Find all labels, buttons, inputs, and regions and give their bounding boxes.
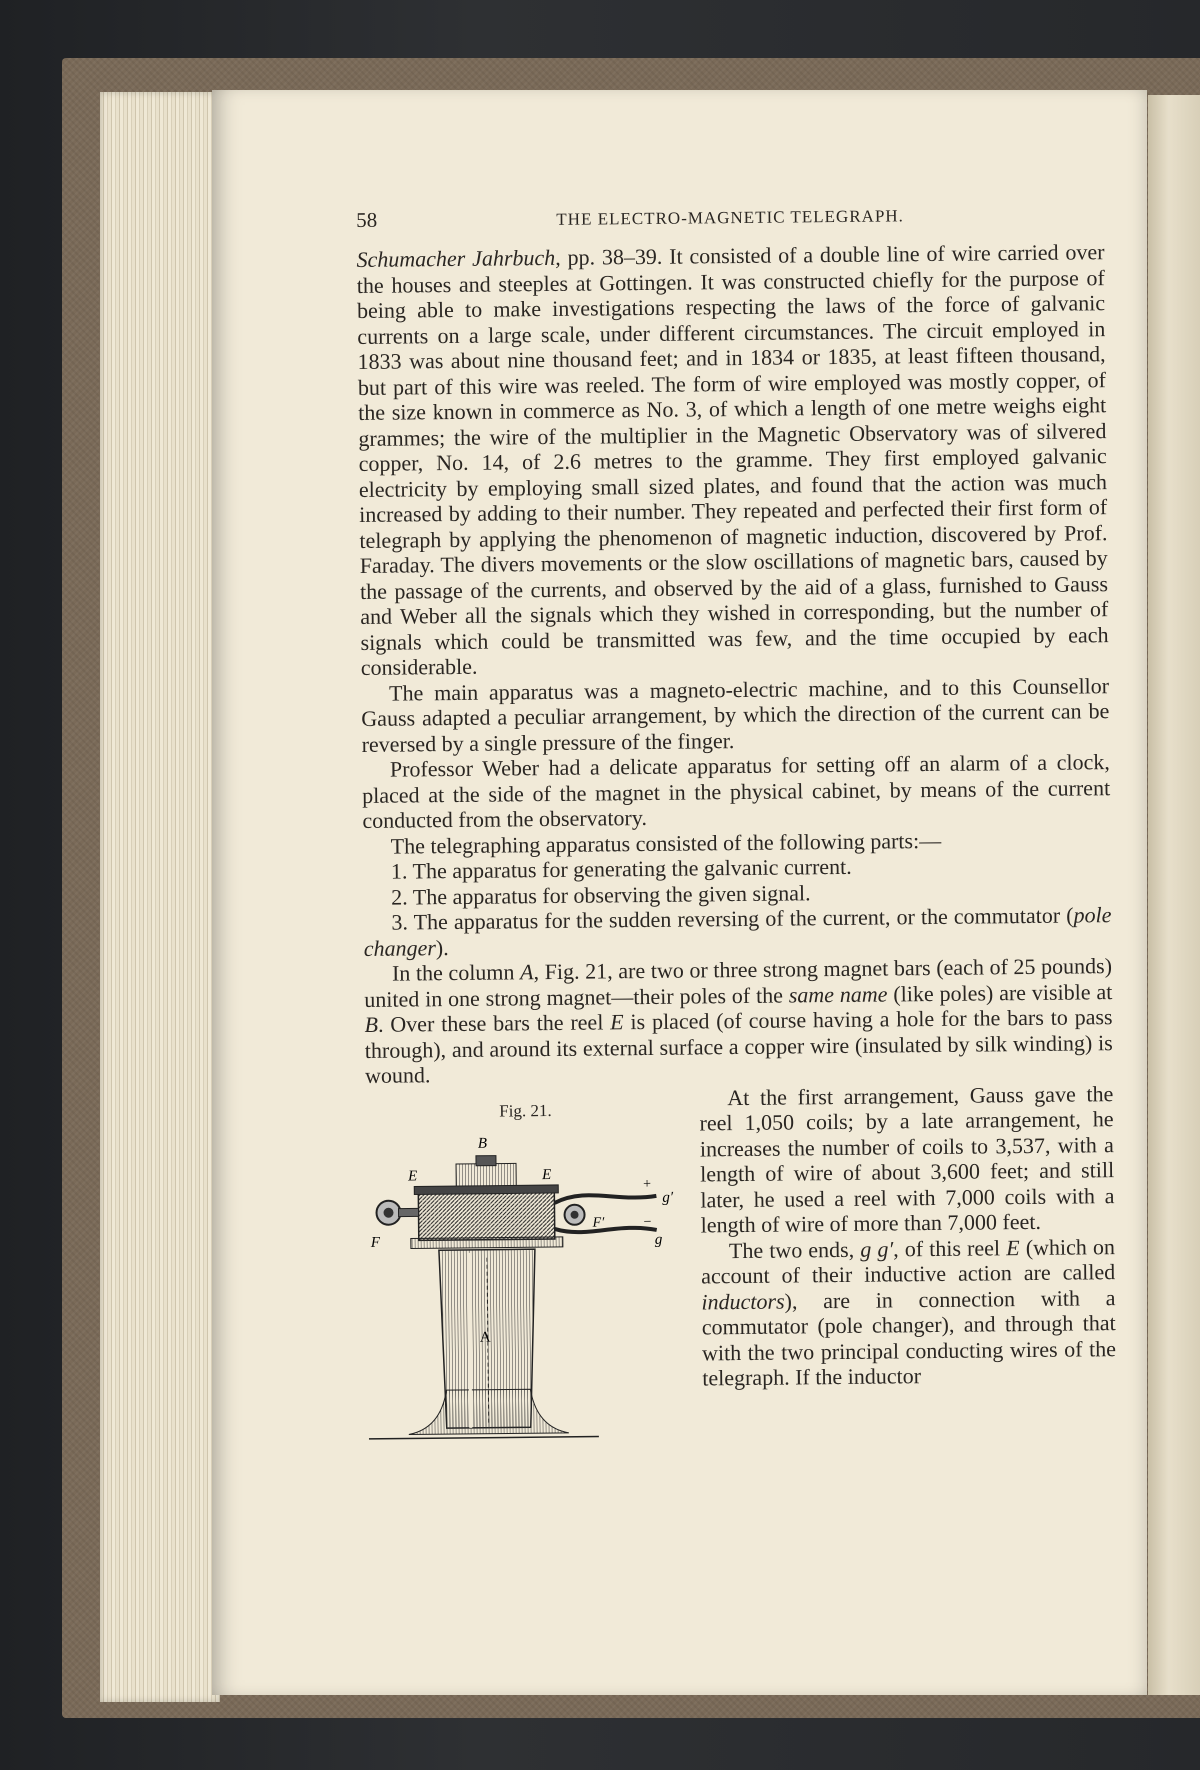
p5-A: A [519, 959, 534, 985]
label-b: B [477, 1135, 488, 1152]
label-plus: + [642, 1176, 652, 1192]
p5-c: (like poles) are visible at [887, 978, 1113, 1006]
p5-same-name: same name [788, 980, 888, 1008]
list-item-3-end: ). [435, 934, 449, 960]
figure-caption: Fig. 21. [499, 1100, 552, 1121]
paragraph-1-text: pp. 38–39. It consisted of a double line of wire carried over the houses and steeples at Gottingen. It was constructed chiefly for the purpose of being able to make investigations respecting the laws of the force of galvanic currents on a large scale, under different circumstances. The circuit employed in 1833 was about nine thousand feet; and in 1834 or 1835, at least fifteen thousand, but part of this wire was reeled. The form of wire employed was mostly copper, of the size known in commerce as No. 3, of which a length of one metre weighs eight grammes; the wire of the multiplier in the Magnetic Observatory was of silvered copper, No. 14, of 2.6 metres to the gramme. They first employed galvanic electricity by employing small sized plates, and found that the action was much increased by adding to their number. They repeated and perfected their first form of telegraph by applying the phenomenon of magnetic induction, discovered by Prof. Faraday. The divers movements or the slow oscillations of magnetic bars, caused by the passage of the currents, and observed by the aid of a glass, furnished to Gauss and Weber all the signals which they wished in corresponding, but the number of signals which could be transmitted was few, and the time occupied by each considerable. [356, 239, 1109, 680]
reel-flange-top [414, 1184, 558, 1194]
paragraph-2: The main apparatus was a magneto-electric machine, and to this Counsellor Gauss adapted a peculiar arrangement, by which the direction of the current can be reversed by a single pressure of the finger. [361, 672, 1110, 757]
wire-g-prime [554, 1194, 656, 1202]
p5-e: is placed (of course having a hole for the bars to pass through), and around its external surface a copper wire (insulated by silk winding) is wound. [364, 1004, 1113, 1088]
p7-E: E [1006, 1234, 1020, 1260]
list-item-3-text: 3. The apparatus for the sudden reversing of the current, or the commutator ( [391, 902, 1074, 935]
p5-E: E [610, 1009, 624, 1035]
pole-cap [476, 1155, 496, 1165]
magnet-apparatus-illustration [366, 1125, 689, 1458]
label-minus: − [642, 1214, 653, 1230]
page-number: 58 [356, 207, 378, 232]
p5-b: , Fig. 21, are two or three strong magnet bars (each of 25 pounds) united in one strong magnet—their poles of the [364, 953, 1113, 1012]
p7-c: (which on account of their inductive action are called [701, 1233, 1116, 1289]
citation-title: Schumacher Jahrbuch, [356, 244, 561, 272]
reel-flange-bottom [411, 1236, 563, 1248]
figure-baseline [369, 1436, 599, 1438]
p7-b: , of this reel [893, 1234, 1007, 1261]
label-a: A [479, 1329, 491, 1346]
list-item-3 [363, 902, 1111, 961]
paragraph-3: Professor Weber had a delicate apparatus for setting off an alarm of a clock, placed at the side of the magnet in the physical cabinet, by means of the current conducted from the observatory. [362, 749, 1111, 833]
label-f-left: F [370, 1234, 381, 1251]
label-e-left: E [408, 1167, 418, 1185]
paragraph-6: At the first arrangement, Gauss gave the reel 1,050 coils; by a late arrangement, he increases the number of coils to 3,537, with a length of wire of about 3,600 feet; and still later, he used a reel with 7,000 coils with a length of wire of more than 7,000 feet. [699, 1080, 1115, 1238]
label-e-right: E [542, 1166, 552, 1183]
reel-e [418, 1188, 555, 1239]
knob-f-left-arm [398, 1208, 418, 1216]
list-item-1: 1. The apparatus for generating the galvanic current. [390, 853, 852, 884]
wire-g [555, 1227, 657, 1232]
p5-a: In the column [391, 959, 521, 986]
figure-21 [365, 1091, 689, 1468]
page-edges [100, 92, 220, 1702]
page-content [356, 200, 1117, 1468]
label-g-prime: g′ [662, 1189, 674, 1206]
label-f-right: F′ [592, 1214, 605, 1231]
paragraph-1 [356, 239, 1108, 680]
list-item-2: 2. The apparatus for observing the given signal. [391, 879, 811, 910]
label-g: g [654, 1231, 663, 1248]
p5-d: . Over these bars the reel [377, 1009, 611, 1037]
p7-a: The two ends, [728, 1236, 861, 1263]
paragraph-4: The telegraphing apparatus consisted of the following parts:— [390, 827, 942, 859]
column-highlight [469, 1252, 471, 1427]
running-title: THE ELECTRO-MAGNETIC TELEGRAPH. [556, 206, 904, 229]
facing-page-edge [1148, 95, 1200, 1695]
p5-B: B [364, 1011, 379, 1037]
p7-d: ), are in connection with a commutator (pole changer), and through that with the two principal conducting wires of the telegraph. If the inductor [701, 1284, 1117, 1391]
p7-g: g g′ [860, 1235, 894, 1262]
pole-changer-term: pole changer [363, 902, 1112, 961]
paragraph-5 [364, 953, 1113, 1088]
p7-inductors: inductors [701, 1288, 785, 1314]
